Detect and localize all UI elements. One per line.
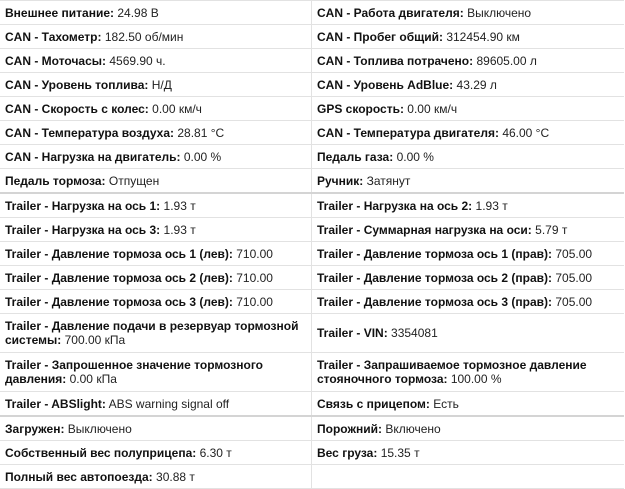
cell-content — [5, 271, 273, 285]
cell-content — [5, 295, 273, 309]
field-label: Trailer - Давление тормоза ось 1 (прав): — [317, 246, 553, 261]
field-value: 15.35 т — [380, 445, 420, 460]
table-cell-left — [0, 145, 312, 168]
cell-content — [317, 326, 438, 340]
cell-content — [5, 397, 229, 411]
field-value: Выключено — [67, 421, 132, 436]
table-cell-left — [0, 392, 312, 415]
field-value: 0.00 км/ч — [152, 101, 202, 116]
table-cell-right — [312, 353, 624, 391]
table-cell-left — [0, 25, 312, 48]
field-value: 182.50 об/мин — [104, 29, 184, 44]
table-cell-left — [0, 73, 312, 96]
cell-content — [5, 247, 273, 261]
field-value: 89605.00 л — [476, 53, 537, 68]
field-value: 1.93 т — [163, 198, 196, 213]
cell-content — [317, 223, 567, 237]
field-value: 0.00 % — [396, 149, 434, 164]
field-value: 24.98 В — [117, 5, 159, 20]
field-label: Вес груза: — [317, 445, 378, 460]
field-label: Trailer - Давление тормоза ось 3 (лев): — [5, 294, 233, 309]
table-cell-right — [312, 218, 624, 241]
field-label: Trailer - Суммарная нагрузка на оси: — [317, 222, 532, 237]
field-value: 6.30 т — [199, 445, 232, 460]
table-cell-left — [0, 242, 312, 265]
table-cell-left — [0, 121, 312, 144]
table-cell-right — [312, 97, 624, 120]
table-cell-right — [312, 392, 624, 415]
field-value: 705.00 — [555, 270, 593, 285]
field-value: 710.00 — [236, 270, 273, 285]
field-label: Trailer - Нагрузка на ось 1: — [5, 198, 161, 213]
table-cell-left — [0, 169, 312, 192]
table-row — [0, 97, 624, 121]
cell-content — [317, 6, 531, 20]
cell-content — [5, 319, 307, 347]
table-row — [0, 73, 624, 97]
field-label: CAN - Тахометр: — [5, 29, 102, 44]
field-label: GPS скорость: — [317, 101, 404, 116]
field-label: CAN - Топлива потрачено: — [317, 53, 474, 68]
field-label: CAN - Температура двигателя: — [317, 125, 499, 140]
field-value: 1.93 т — [475, 198, 508, 213]
cell-content — [5, 126, 224, 140]
field-label: Порожний: — [317, 421, 382, 436]
table-cell-right — [312, 25, 624, 48]
field-value: 1.93 т — [163, 222, 196, 237]
cell-content — [5, 223, 196, 237]
table-cell-left — [0, 97, 312, 120]
table-cell-right — [312, 73, 624, 96]
field-label: Trailer - Давление тормоза ось 2 (лев): — [5, 270, 233, 285]
cell-content — [317, 30, 520, 44]
field-label: Ручник: — [317, 173, 364, 188]
field-label: CAN - Работа двигателя: — [317, 5, 464, 20]
field-value: ABS warning signal off — [108, 396, 230, 411]
table-row — [0, 25, 624, 49]
field-value: Выключено — [467, 5, 532, 20]
field-value: Затянут — [366, 173, 411, 188]
field-value: 705.00 — [555, 294, 593, 309]
table-cell-left — [0, 266, 312, 289]
cell-content — [317, 199, 508, 213]
field-label: Trailer - Давление тормоза ось 1 (лев): — [5, 246, 233, 261]
cell-content — [5, 6, 159, 20]
field-label: CAN - Пробег общий: — [317, 29, 443, 44]
table-cell-right — [312, 194, 624, 217]
table-cell-left — [0, 194, 312, 217]
table-row — [0, 353, 624, 392]
table-row — [0, 392, 624, 417]
table-row — [0, 290, 624, 314]
field-value: 0.00 кПа — [69, 372, 117, 386]
field-label: Trailer - ABSlight: — [5, 396, 106, 411]
table-cell-right — [312, 121, 624, 144]
table-cell-left — [0, 290, 312, 313]
field-value: 700.00 кПа — [64, 333, 126, 347]
table-cell-left — [0, 49, 312, 72]
field-label: Trailer - Нагрузка на ось 3: — [5, 222, 161, 237]
table-row — [0, 314, 624, 353]
field-value: 4569.90 ч. — [109, 53, 166, 68]
cell-content — [5, 446, 232, 460]
table-row — [0, 266, 624, 290]
field-label: Педаль газа: — [317, 149, 394, 164]
field-label: Полный вес автопоезда: — [5, 469, 153, 484]
cell-content — [5, 174, 159, 188]
field-label: Trailer - Нагрузка на ось 2: — [317, 198, 473, 213]
cell-content — [317, 150, 434, 164]
cell-content — [317, 54, 537, 68]
cell-content — [5, 150, 221, 164]
field-value: 5.79 т — [535, 222, 568, 237]
table-cell-left — [0, 353, 312, 391]
table-cell-left — [0, 314, 312, 352]
field-label: CAN - Скорость с колес: — [5, 101, 149, 116]
field-value: 0.00 км/ч — [407, 101, 458, 116]
table-cell-left — [0, 441, 312, 464]
field-value: 3354081 — [391, 326, 438, 340]
field-value: 100.00 % — [450, 372, 502, 386]
cell-content — [5, 358, 307, 386]
field-value: Включено — [385, 421, 441, 436]
field-label: CAN - Нагрузка на двигатель: — [5, 149, 181, 164]
field-label: CAN - Уровень AdBlue: — [317, 77, 454, 92]
field-label: Trailer - Запрошенное значение тормозного давления: — [5, 358, 263, 386]
field-value: 312454.90 км — [446, 29, 520, 44]
field-label: Trailer - Давление тормоза ось 2 (прав): — [317, 270, 553, 285]
cell-content — [317, 78, 497, 92]
table-cell-right — [312, 1, 624, 24]
field-value: 30.88 т — [156, 469, 195, 484]
cell-content — [317, 271, 592, 285]
cell-content — [5, 102, 202, 116]
cell-content — [5, 422, 132, 436]
field-label: Trailer - Давление тормоза ось 3 (прав): — [317, 294, 553, 309]
cell-content — [317, 102, 457, 116]
cell-content — [317, 247, 592, 261]
cell-content — [317, 126, 549, 140]
cell-content — [5, 54, 166, 68]
field-value: Отпущен — [108, 173, 160, 188]
field-value: 28.81 °C — [177, 125, 225, 140]
field-value: 46.00 °C — [502, 125, 550, 140]
field-label: CAN - Температура воздуха: — [5, 125, 175, 140]
field-value: 710.00 — [236, 246, 273, 261]
table-cell-right — [312, 290, 624, 313]
cell-content — [5, 30, 183, 44]
table-cell-right — [312, 145, 624, 168]
field-label: Собственный вес полуприцепа: — [5, 445, 197, 460]
field-label: Связь с прицепом: — [317, 396, 430, 411]
table-row — [0, 169, 624, 194]
field-label: Trailer - Давление подачи в резервуар тормозной системы: — [5, 319, 299, 347]
cell-content — [317, 397, 459, 411]
cell-content — [317, 422, 441, 436]
table-row — [0, 49, 624, 73]
cell-content — [317, 174, 410, 188]
field-label: Trailer - VIN: — [317, 326, 388, 340]
table-row — [0, 417, 624, 441]
table-cell-right — [312, 266, 624, 289]
table-row — [0, 441, 624, 465]
table-cell-right — [312, 465, 624, 488]
field-label: CAN - Уровень топлива: — [5, 77, 149, 92]
table-cell-right — [312, 169, 624, 192]
cell-content — [317, 295, 592, 309]
table-row — [0, 194, 624, 218]
cell-content — [5, 78, 172, 92]
field-label: Педаль тормоза: — [5, 173, 106, 188]
table-cell-left — [0, 417, 312, 440]
cell-content — [317, 446, 420, 460]
table-cell-left — [0, 465, 312, 488]
field-value: 705.00 — [555, 246, 593, 261]
field-value: Есть — [433, 396, 459, 411]
table-row — [0, 121, 624, 145]
field-label: Trailer - Запрашиваемое тормозное давление стояночного тормоза: — [317, 358, 587, 386]
table-cell-left — [0, 218, 312, 241]
table-row — [0, 1, 624, 25]
field-label: CAN - Моточасы: — [5, 53, 106, 68]
cell-content — [317, 358, 620, 386]
table-cell-right — [312, 49, 624, 72]
field-value: Н/Д — [151, 77, 172, 92]
cell-content — [5, 470, 195, 484]
field-label: Загружен: — [5, 421, 65, 436]
cell-content — [5, 199, 196, 213]
table-cell-right — [312, 314, 624, 352]
field-value: 43.29 л — [456, 77, 497, 92]
table-cell-right — [312, 417, 624, 440]
table-cell-right — [312, 441, 624, 464]
field-value: 0.00 % — [183, 149, 222, 164]
table-cell-left — [0, 1, 312, 24]
table-row — [0, 242, 624, 266]
field-label: Внешнее питание: — [5, 5, 114, 20]
table-row — [0, 145, 624, 169]
table-cell-right — [312, 242, 624, 265]
table-row — [0, 465, 624, 489]
table-row — [0, 218, 624, 242]
field-value: 710.00 — [236, 294, 273, 309]
